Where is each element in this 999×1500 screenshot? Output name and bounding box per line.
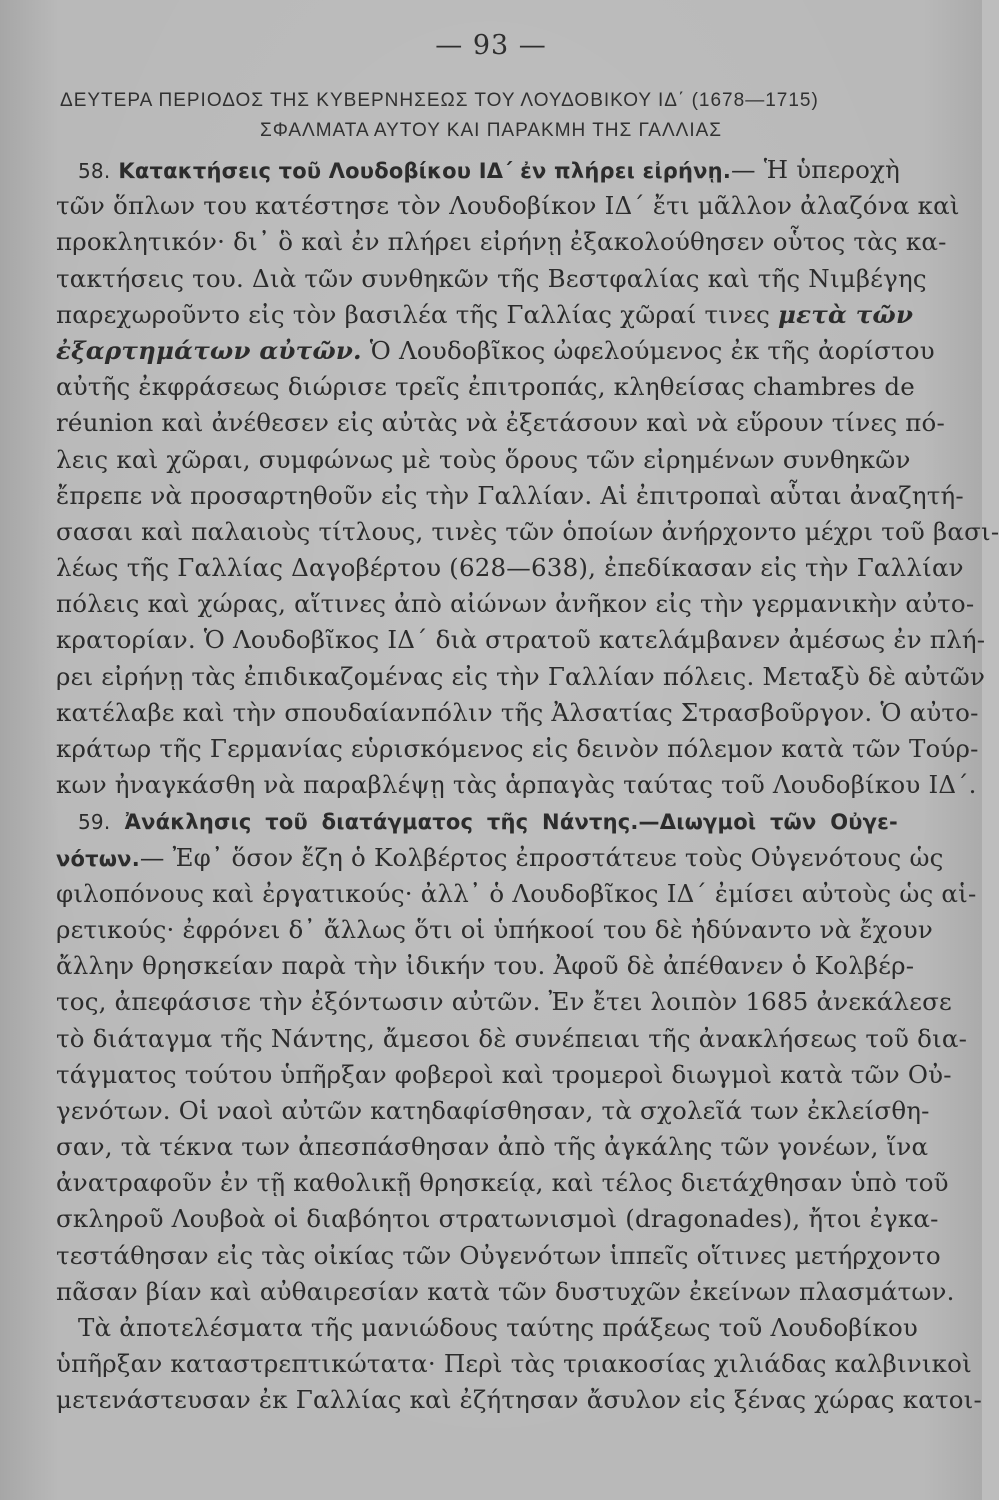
paragraph-line: μετενάστευσαν ἐκ Γαλλίας καὶ ἐζήτησαν ἄσυλον εἰς ξένας χώρας κατοι- — [56, 1385, 982, 1415]
paragraph-line: γενότων. Οἱ ναοὶ αὐτῶν κατηδαφίσθησαν, τὰ σχολεῖά των ἐκλείσθη- — [56, 1095, 930, 1125]
paragraph-line: τακτήσεις του. Διὰ τῶν συνθηκῶν τῆς Βεστφαλίας καὶ τῆς Νιμβέγης — [56, 263, 927, 293]
paragraph-line: ὑπῆρξαν καταστρεπτικώτατα· Περὶ τὰς τριακοσίας χιλιάδας καλβινικοὶ — [56, 1349, 972, 1379]
running-head-line-2: ΣΦΑΛΜΑΤΑ ΑΥΤΟΥ ΚΑΙ ΠΑΡΑΚΜΗ ΤΗΣ ΓΑΛΛΙΑΣ — [259, 120, 723, 141]
paragraph-line: ἄλλην θρησκείαν παρὰ τὴν ἰδικήν του. Ἀφοῦ δὲ ἀπέθανεν ὁ Κολβέρ- — [56, 951, 915, 981]
paragraph-line — [56, 297, 914, 333]
paragraph-line: Τὰ ἀποτελέσματα τῆς μανιώδους ταύτης πράξεως τοῦ Λουδοβίκου — [78, 1313, 919, 1342]
section-59-heading-line — [56, 803, 898, 839]
paragraph-line: κατέλαβε καὶ τὴν σπουδαίανπόλιν τῆς Ἀλσατίας Στρασβοῦργον. Ὁ αὐτο- — [56, 697, 979, 727]
section-58-number: 58. — [78, 159, 111, 183]
paragraph-text: παρεχωροῦντο εἰς τὸν βασιλέα τῆς Γαλλίας χῶραί τινες — [56, 299, 771, 329]
paragraph-line: προκλητικόν· δι᾽ ὃ καὶ ἐν πλήρει εἰρήνῃ ἐξακολούθησεν οὗτος τὰς κα- — [56, 227, 947, 257]
body-text — [56, 152, 999, 1419]
paragraph-line: λεις καὶ χῶραι, συμφώνως μὲ τοὺς ὅρους τῶν εἰρημένων συνθηκῶν — [56, 444, 911, 474]
section-59-title: Ἀνάκλησις τοῦ διατάγματος τῆς Νάντης.—Διωγμοὶ τῶν Οὐγε- — [124, 810, 898, 835]
paragraph-line: φιλοπόνους καὶ ἐργατικούς· ἀλλ᾽ ὁ Λουδοβῖκος ΙΔ΄ ἐμίσει αὐτοὺς ὡς αἱ- — [56, 878, 977, 908]
paragraph-line: κρατορίαν. Ὁ Λουδοβῖκος ΙΔ΄ διὰ στρατοῦ κατελάμβανεν ἀμέσως ἐν πλή- — [56, 625, 986, 655]
section-59-number: 59. — [78, 810, 111, 835]
paragraph-line: ἀνατραφοῦν ἐν τῇ καθολικῇ θρησκείᾳ, καὶ τέλος διετάχθησαν ὑπὸ τοῦ — [56, 1168, 949, 1198]
paragraph-line: σαν, τὰ τέκνα των ἀπεσπάσθησαν ἀπὸ τῆς ἀγκάλης τῶν γονέων, ἵνα — [56, 1132, 929, 1162]
paragraph-line: ἔπρεπε νὰ προσαρτηθοῦν εἰς τὴν Γαλλίαν. Αἱ ἐπιτροπαὶ αὗται ἀναζητή- — [56, 480, 964, 510]
page-number: — 93 — — [435, 30, 547, 61]
paragraph-line: κράτωρ τῆς Γερμανίας εὑρισκόμενος εἰς δεινὸν πόλεμον κατὰ τῶν Τούρ- — [56, 734, 979, 763]
running-head-line-1: ΔΕΥΤΕΡΑ ΠΕΡΙΟΔΟΣ ΤΗΣ ΚΥΒΕΡΝΗΣΕΩΣ ΤΟΥ ΛΟΥΔΟΒΙΚΟΥ ΙΔ΄ (1678—1715) — [60, 90, 819, 111]
paragraph-line: réunion καὶ ἀνέθεσεν εἰς αὐτὰς νὰ ἐξετάσουν καὶ νὰ εὕρουν τίνες πό- — [56, 408, 945, 438]
section-59-title-continued: νότων. — [56, 846, 140, 871]
paragraph-line: τος, ἀπεφάσισε τὴν ἐξόντωσιν αὐτῶν. Ἐν ἔτει λοιπὸν 1685 ἀνεκάλεσε — [56, 987, 952, 1017]
paragraph-line: τεστάθησαν εἰς τὰς οἰκίας τῶν Οὐγενότων ἱππεῖς οἵτινες μετήρχοντο — [56, 1240, 941, 1270]
paragraph-line: λέως τῆς Γαλλίας Δαγοβέρτου (628—638), ἐπεδίκασαν εἰς τὴν Γαλλίαν — [56, 553, 964, 583]
paragraph-line: σασαι καὶ παλαιοὺς τίτλους, τινὲς τῶν ὁποίων ἀνήρχοντο μέχρι τοῦ βασι- — [56, 516, 999, 546]
section-58-heading-line — [56, 152, 898, 188]
emphasis-text: μετὰ τῶν — [778, 299, 914, 329]
paragraph-line: τὸ διάταγμα τῆς Νάντης, ἄμεσοι δὲ συνέπειαι τῆς ἀνακλήσεως τοῦ δια- — [56, 1023, 968, 1053]
paragraph-line: πᾶσαν βίαν καὶ αὐθαιρεσίαν κατὰ τῶν δυστυχῶν ἐκείνων πλασμάτων. — [56, 1276, 955, 1306]
paragraph-line: κων ἠναγκάσθη νὰ παραβλέψῃ τὰς ἁρπαγὰς ταύτας τοῦ Λουδοβίκου ΙΔ΄. — [56, 770, 977, 800]
emphasis-text: ἐξαρτημάτων αὐτῶν. — [56, 335, 362, 365]
paragraph-line: τῶν ὅπλων του κατέστησε τὸν Λουδοβίκον ΙΔ΄ ἔτι μᾶλλον ἀλαζόνα καὶ — [56, 191, 960, 221]
paragraph-line: — Ἡ ὑπεροχὴ — [731, 155, 900, 184]
paragraph-line: τάγματος τούτου ὑπῆρξαν φοβεροὶ καὶ τρομεροὶ διωγμοὶ κατὰ τῶν Οὐ- — [56, 1059, 952, 1089]
paragraph-text: — Ἐφ᾽ ὅσον ἔζη ὁ Κολβέρτος ἐπροστάτευε τοὺς Οὐγενότους ὡς — [139, 842, 944, 872]
paragraph-line: ρει εἰρήνῃ τὰς ἐπιδικαζομένας εἰς τὴν Γαλλίαν πόλεις. Μεταξὺ δὲ αὐτῶν — [56, 661, 986, 691]
paragraph-line: ρετικούς· ἐφρόνει δ᾽ ἄλλως ὅτι οἱ ὑπήκοοί του δὲ ἠδύναντο νὰ ἔχουν — [56, 914, 933, 944]
paragraph-line: αὐτῆς ἐκφράσεως διώρισε τρεῖς ἐπιτροπάς, κληθείσας chambres de — [56, 372, 915, 402]
paragraph-line — [56, 333, 935, 369]
paragraph-text: Ὁ Λουδοβῖκος ὠφελούμενος ἐκ τῆς ἀορίστου — [369, 335, 935, 365]
paragraph-line: σκληροῦ Λουβοὰ οἱ διαβόητοι στρατωνισμοὶ (dragonades), ἤτοι ἐγκα- — [56, 1204, 939, 1234]
section-58-title: Κατακτήσεις τοῦ Λουδοβίκου ΙΔ΄ ἐν πλήρει εἰρήνῃ. — [118, 159, 732, 183]
paragraph-line: πόλεις καὶ χώρας, αἵτινες ἀπὸ αἰώνων ἀνῆκον εἰς τὴν γερμανικὴν αὐτο- — [56, 589, 975, 619]
paragraph-line — [56, 840, 944, 876]
